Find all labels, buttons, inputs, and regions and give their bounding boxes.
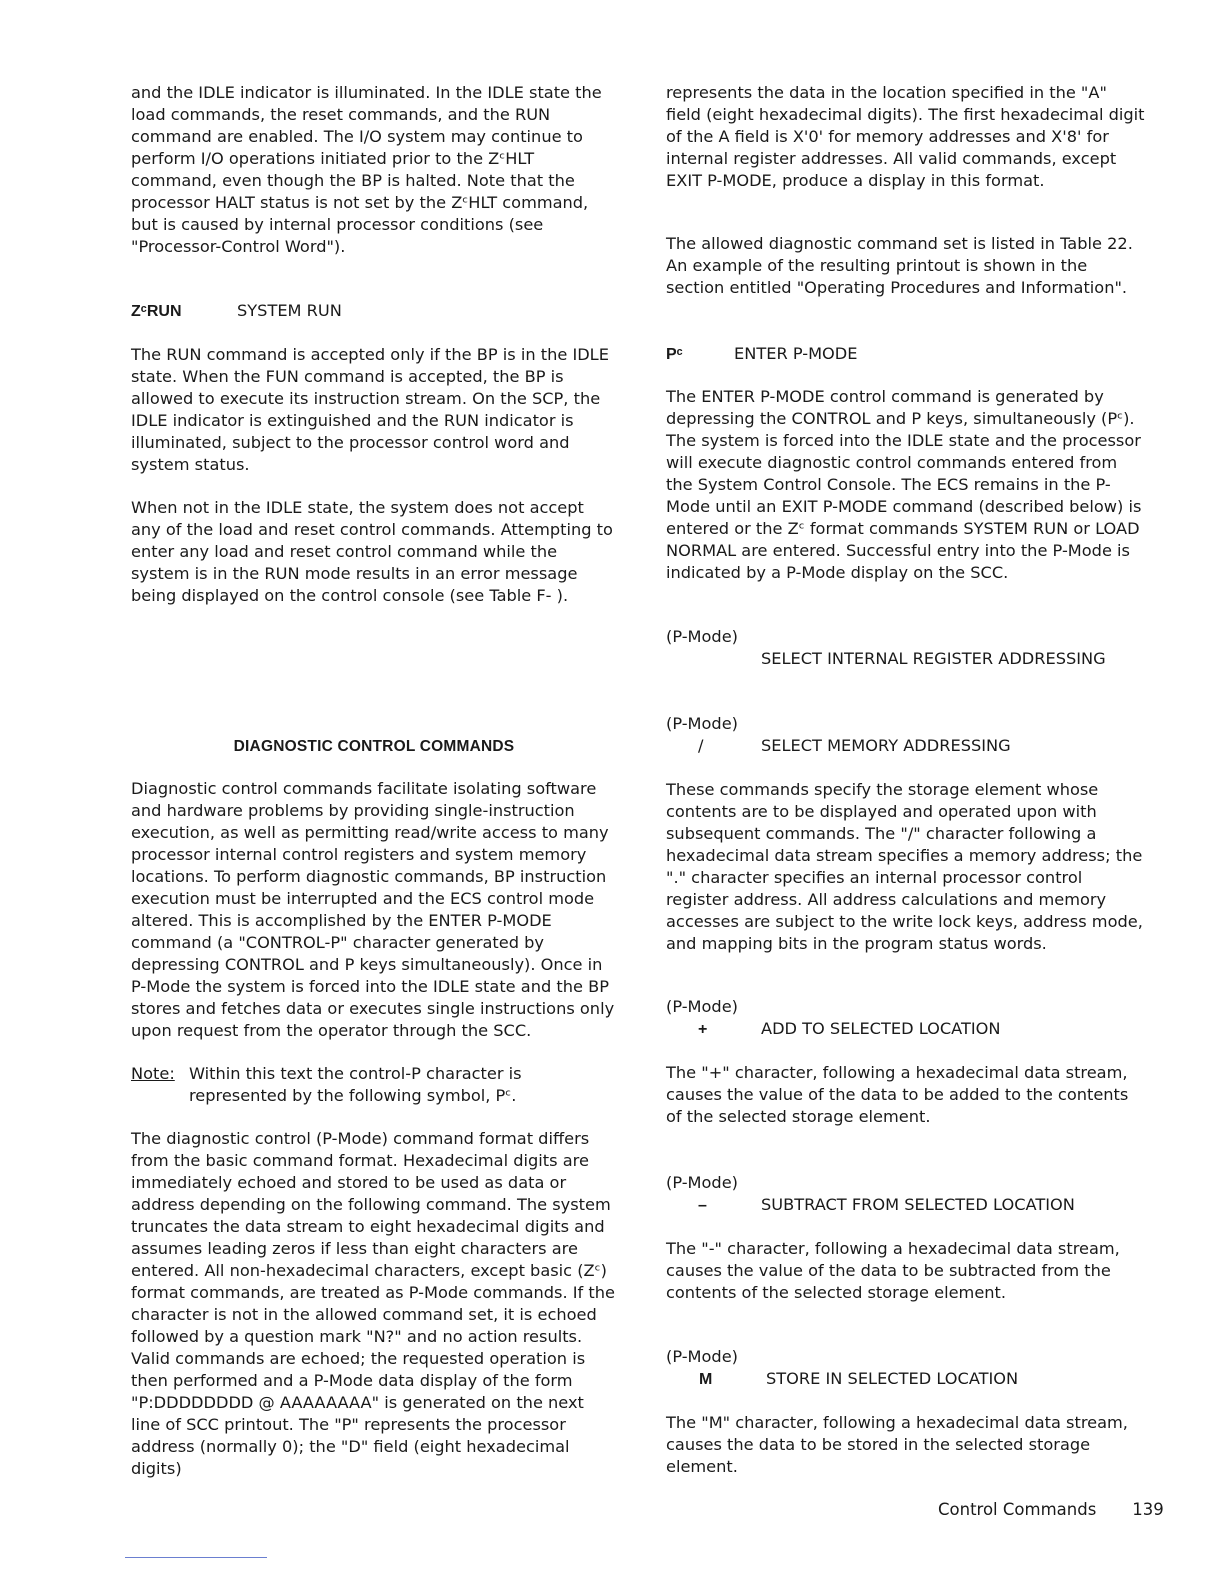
subtract-paragraph: The "-" character, following a hexadecimal data stream, causes the value of the data to be subtracted from the contents of the selected storage element.: [666, 1239, 1120, 1302]
slash-command-symbol: /: [698, 736, 704, 755]
enter-pmode-paragraph: The ENTER P-MODE control command is generated by depressing the CONTROL and P keys, simultaneously (Pᶜ). The system is forced into the IDLE state and the processor will execute diagnostic control commands entered from the System Control Console. The ECS remains in the P-Mode until an EXIT P-MODE command (described below) is entered or the Zᶜ format commands SYSTEM RUN or LOAD NORMAL are entered. Successful entry into the P-Mode is indicated by a P-Mode display on the SCC.: [666, 387, 1142, 582]
note-label: Note:: [131, 1064, 175, 1083]
store-paragraph: The "M" character, following a hexadecimal data stream, causes the data to be stored in the selected storage element.: [666, 1413, 1128, 1476]
add-heading: [666, 1018, 1146, 1041]
select-memory-title: SELECT MEMORY ADDRESSING: [761, 736, 1011, 755]
pmode-label: (P-Mode): [666, 1173, 738, 1192]
paragraph: [666, 1238, 1146, 1304]
paragraph: [131, 82, 617, 258]
paragraph: [666, 82, 1146, 192]
pc-command-symbol: Pᶜ: [666, 346, 683, 363]
pmode-label: (P-Mode): [666, 714, 738, 733]
run-command-paragraph: The RUN command is accepted only if the BP is in the IDLE state. When the FUN command is accepted, the BP is allowed to execute its instruction stream. On the SCP, the IDLE indicator is extinguished and the RUN indicator is illuminated, subject to the processor control word and system status.: [131, 345, 609, 474]
addressing-paragraph: These commands specify the storage element whose contents are to be displayed and operated upon with subsequent commands. The "/" character following a hexadecimal data stream specifies a memory address; the "." character specifies an internal processor control register address. All address calculations and memory accesses are subject to the write lock keys, address mode, and mapping bits in the program status words.: [666, 780, 1143, 953]
minus-command-symbol: –: [698, 1197, 707, 1214]
subtract-heading: [666, 1194, 1146, 1217]
diagnostic-intro-paragraph: Diagnostic control commands facilitate isolating software and hardware problems by providing single-instruction execution, as well as permitting read/write access to many processor internal control registers and system memory locations. To perform diagnostic commands, BP instruction execution must be interrupted and the ECS control mode altered. This is accomplished by the ENTER P-MODE command (a "CONTROL-P" character generated by depressing CONTROL and P keys simultaneously). Once in P-Mode the system is forced into the IDLE state and the BP stores and fetches data or executes single instructions only upon request from the operator through the SCC.: [131, 779, 615, 1040]
display-format-paragraph: represents the data in the location specified in the "A" field (eight hexadecimal digits). The first hexadecimal digit of the A field is X'0' for memory addresses and X'8' for internal register addresses. All valid commands, except EXIT P-MODE, produce a display in this format.: [666, 83, 1145, 190]
command-set-paragraph: The allowed diagnostic command set is listed in Table 22. An example of the resulting printout is shown in the section entitled "Operating Procedures and Information".: [666, 234, 1133, 297]
store-command-title: STORE IN SELECTED LOCATION: [766, 1369, 1019, 1388]
pmode-label: (P-Mode): [666, 997, 738, 1016]
note: [131, 1063, 617, 1107]
pmode-format-paragraph: The diagnostic control (P-Mode) command format differs from the basic command format. Hexadecimal digits are immediately echoed and stored to be used as data or address depending on the following command. The system truncates the data stream to eight hexadecimal digits and assumes leading zeros if less than eight characters are entered. All non-hexadecimal characters, except basic (Zᶜ) format commands, are treated as P-Mode commands. If the character is not in the allowed command set, it is echoed followed by a question mark "N?" and no action results. Valid commands are echoed; the requested operation is then performed and a P-Mode data display of the form "P:DDDDDDDD @ AAAAAAAA" is generated on the next line of SCC printout. The "P" represents the processor address (normally 0); the "D" field (eight hexadecimal digits): [131, 1129, 615, 1478]
add-command-title: ADD TO SELECTED LOCATION: [761, 1019, 1001, 1038]
paragraph: [666, 386, 1146, 584]
paragraph: [131, 778, 617, 1042]
plus-command-symbol: +: [698, 1021, 708, 1038]
paragraph: [666, 233, 1146, 299]
paragraph: [131, 1128, 617, 1480]
system-run-heading: [131, 300, 617, 323]
subtract-command-title: SUBTRACT FROM SELECTED LOCATION: [761, 1195, 1075, 1214]
pc-command-title: ENTER P-MODE: [734, 344, 858, 363]
pmode-label: (P-Mode): [666, 627, 738, 646]
select-register-title: SELECT INTERNAL REGISTER ADDRESSING: [761, 649, 1106, 668]
bottom-rule: [125, 1557, 267, 1558]
select-memory-heading: [666, 735, 1146, 757]
add-paragraph: The "+" character, following a hexadecimal data stream, causes the value of the data to be added to the contents of the selected storage element.: [666, 1063, 1129, 1126]
page-footer: [938, 1500, 1164, 1519]
run-command-symbol: ZᶜRUN: [131, 303, 182, 320]
paragraph: [666, 1062, 1146, 1128]
paragraph: [131, 344, 617, 476]
section-title: DIAGNOSTIC CONTROL COMMANDS: [233, 738, 515, 755]
section-heading: [131, 736, 617, 758]
run-command-title: SYSTEM RUN: [237, 301, 342, 320]
paragraph: [666, 779, 1146, 955]
paragraph: [666, 1412, 1146, 1478]
enter-pmode-heading: [666, 343, 1146, 366]
store-heading: [666, 1368, 1146, 1391]
not-idle-paragraph: When not in the IDLE state, the system does not accept any of the load and reset control commands. Attempting to enter any load and reset control command while the system is in the RUN mode results in an error message being displayed on the control console (see Table F- ).: [131, 498, 613, 605]
page-number: 139: [1132, 1500, 1164, 1519]
pmode-label: (P-Mode): [666, 1347, 738, 1366]
footer-section-name: Control Commands: [938, 1500, 1097, 1519]
paragraph: [131, 497, 617, 607]
idle-state-paragraph: and the IDLE indicator is illuminated. In the IDLE state the load commands, the reset commands, and the RUN command are enabled. The I/O system may continue to perform I/O operations initiated prior to the ZᶜHLT command, even though the BP is halted. Note that the processor HALT status is not set by the ZᶜHLT command, but is caused by internal processor conditions (see "Processor-Control Word").: [131, 83, 602, 256]
note-text: Within this text the control-P character is represented by the following symbol, Pᶜ.: [189, 1064, 522, 1105]
m-command-symbol: M: [699, 1371, 713, 1388]
